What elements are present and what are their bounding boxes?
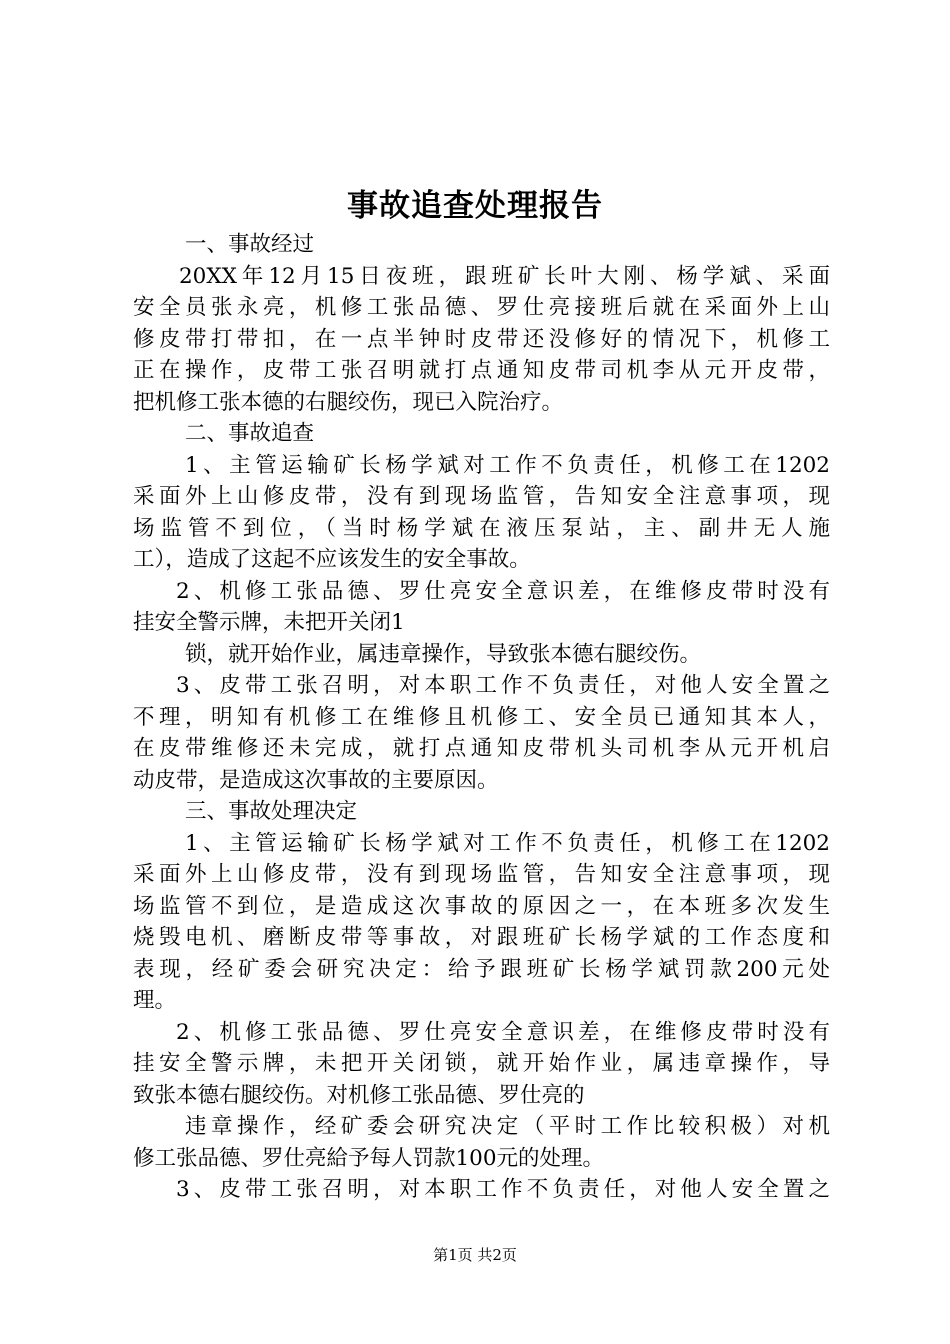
section-heading-2: 二、事故追查 (185, 421, 315, 446)
paragraph-line: 3、皮带工张召明，对本职工作不负责任，对他人安全置之 (176, 673, 830, 698)
paragraph-line: 理。 (133, 988, 177, 1013)
paragraph-line: 3、皮带工张召明，对本职工作不负责任，对他人安全置之 (176, 1177, 830, 1202)
paragraph-line: 20XX年12月15日夜班，跟班矿长叶大刚、杨学斌、采面 (179, 263, 830, 289)
paragraph-line: 锁，就开始作业，属违章操作，导致张本德右腿绞伤。 (185, 641, 702, 667)
paragraph-line: 安全员张永亮，机修工张品德、罗仕亮接班后就在采面外上山 (133, 295, 830, 320)
paragraph-line: 1、主管运输矿长杨学斌对工作不负责任，机修工在1202 (185, 452, 830, 478)
paragraph-line: 挂安全警示牌，未把开关闭锁，就开始作业，属违章操作，导 (133, 1051, 830, 1076)
paragraph-line: 采面外上山修皮带，没有到现场监管，告知安全注意事项，现 (133, 862, 830, 887)
paragraph-line: 致张本德右腿绞伤。对机修工张品德、罗仕亮的 (133, 1082, 585, 1108)
paragraph-line: 烧毁电机、磨断皮带等事故，对跟班矿长杨学斌的工作态度和 (133, 925, 830, 950)
paragraph-line: 挂安全警示牌，未把开关闭1 (133, 610, 405, 635)
paragraph-line: 1、主管运输矿长杨学斌对工作不负责任，机修工在1202 (185, 830, 830, 856)
paragraph-line: 把机修工张本德的右腿绞伤，现已入院治疗。 (133, 389, 564, 415)
section-heading-1: 一、事故经过 (185, 232, 315, 257)
paragraph-line: 2、机修工张品德、罗仕亮安全意识差，在维修皮带时没有 (176, 1019, 830, 1045)
paragraph-line: 在皮带维修还未完成，就打点通知皮带机头司机李从元开机启 (133, 736, 830, 761)
paragraph-line: 违章操作，经矿委会研究决定（平时工作比较积极）对机 (185, 1114, 830, 1139)
paragraph-line: 表现，经矿委会研究决定：给予跟班矿长杨学斌罚款200元处 (133, 956, 830, 982)
paragraph-line: 场监管不到位，（当时杨学斌在液压泵站，主、副井无人施 (133, 515, 830, 541)
paragraph-line: 修皮带打带扣，在一点半钟时皮带还没修好的情况下，机修工 (133, 326, 830, 352)
paragraph-line: 场监管不到位，是造成这次事故的原因之一，在本班多次发生 (133, 893, 830, 919)
paragraph-line: 工），造成了这起不应该发生的安全事故。 (133, 547, 531, 572)
document-title: 事故追查处理报告 (347, 188, 603, 224)
paragraph-line: 不理，明知有机修工在维修且机修工、安全员已通知其本人， (133, 704, 830, 730)
paragraph-line: 采面外上山修皮带，没有到现场监管，告知安全注意事项，现 (133, 484, 830, 509)
paragraph-line: 正在操作，皮带工张召明就打点通知皮带司机李从元开皮带， (133, 358, 830, 383)
document-body (133, 229, 830, 1206)
paragraph-line: 2、机修工张品德、罗仕亮安全意识差，在维修皮带时没有 (176, 578, 830, 604)
paragraph-line: 修工张品德、罗仕亮給予每人罚款100元的处理。 (133, 1145, 605, 1171)
paragraph-line: 动皮带，是造成这次事故的主要原因。 (133, 767, 499, 793)
page-footer: 第1页 共2页 (433, 1246, 517, 1264)
section-heading-3: 三、事故处理决定 (185, 799, 358, 824)
